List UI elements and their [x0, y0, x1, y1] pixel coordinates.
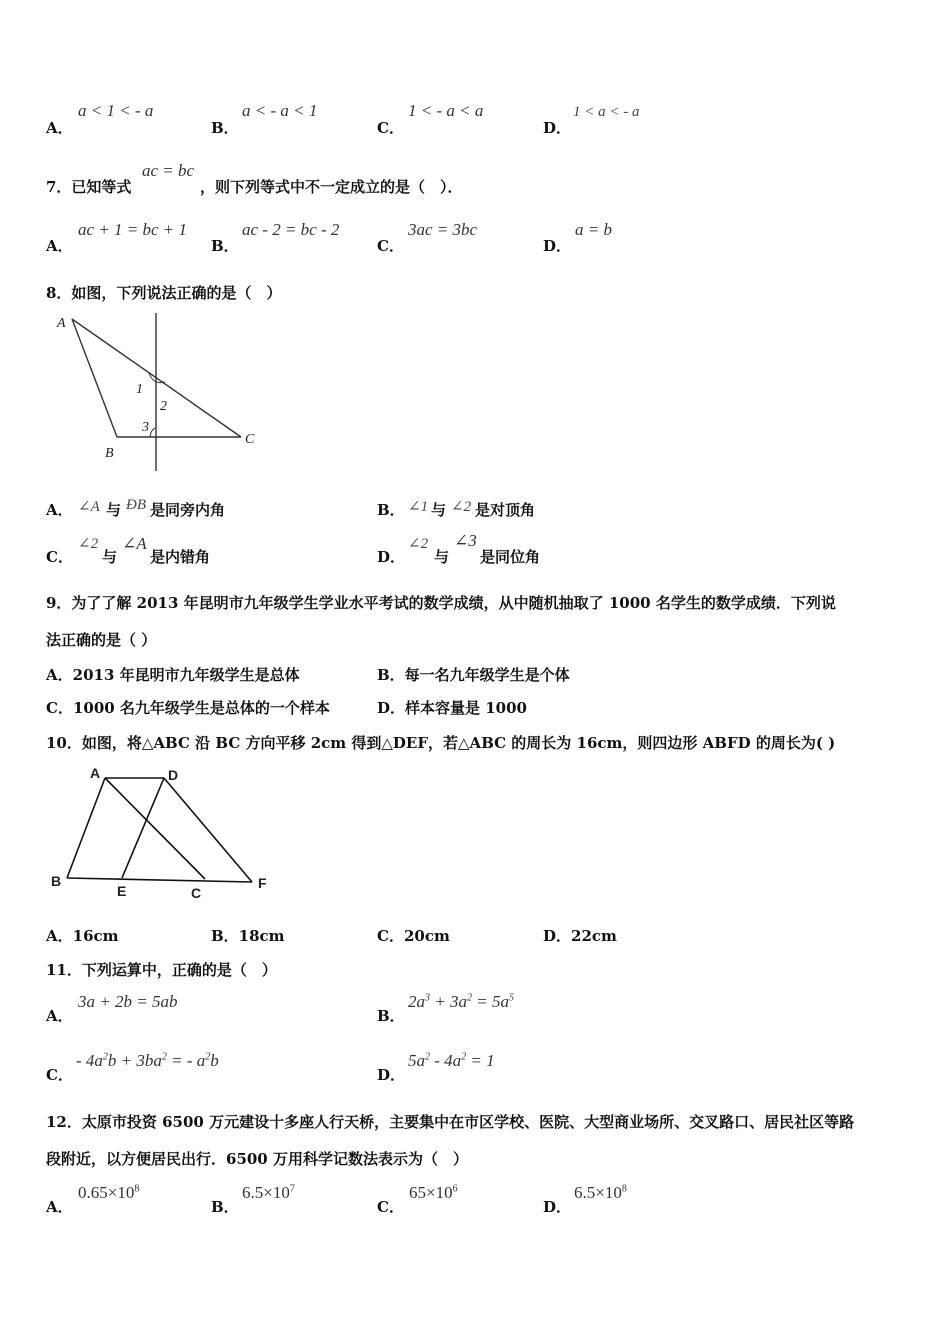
- q11-option-a-text: 3a + 2b = 5ab: [78, 992, 178, 1011]
- q11-option-b-letter[interactable]: B．: [377, 1007, 405, 1025]
- q11-option-c-expr: [76, 1051, 219, 1071]
- q11-option-d-expr: [408, 1051, 495, 1071]
- q11-d-exp1: 2: [425, 1051, 430, 1063]
- q12-b-exp: 7: [289, 1183, 295, 1195]
- q12-stem-line2: 段附近，以方便居民出行．6500 万用科学记数法表示为（ ）: [46, 1150, 468, 1168]
- q9-stem-line2: 法正确的是（ ）: [46, 631, 157, 649]
- q9-option-d[interactable]: D．样本容量是 1000: [377, 699, 527, 717]
- q11-option-c-letter[interactable]: C．: [46, 1066, 73, 1084]
- q7-option-b-letter[interactable]: B．: [211, 237, 239, 255]
- q12-c-base: 65×10: [409, 1183, 453, 1202]
- q12-option-c-expr: [409, 1183, 458, 1203]
- q10-segment-ac: [105, 778, 205, 879]
- q7-stem-pre: 7．已知等式: [46, 178, 132, 196]
- q10-option-c[interactable]: C．20cm: [377, 927, 450, 945]
- q12-option-b-letter[interactable]: B．: [211, 1198, 239, 1216]
- q8-triangle-figure: [55, 313, 265, 478]
- q10-segment-de: [122, 778, 164, 878]
- q11-c-exp2: 2: [161, 1051, 167, 1063]
- q8-option-d-m2: ∠3: [454, 531, 477, 550]
- q10-option-d[interactable]: D．22cm: [543, 927, 617, 945]
- q8-stem: 8．如图，下列说法正确的是（ ）: [46, 284, 282, 302]
- q10-label-f: F: [258, 875, 267, 891]
- q10-option-b[interactable]: B．18cm: [211, 927, 285, 945]
- q8-segment-ab: [72, 319, 117, 437]
- q8-option-c-letter[interactable]: C．: [46, 548, 73, 566]
- q10-label-b: B: [51, 873, 62, 889]
- q6-option-d-expr: 1 < a < - a: [573, 104, 640, 120]
- q8-option-b-mid: 与: [431, 501, 447, 519]
- q8-label-angle-2: 2: [160, 399, 167, 414]
- q8-option-b-m2: ∠2: [451, 499, 472, 515]
- q8-label-b: B: [105, 446, 114, 461]
- q6-option-d-letter[interactable]: D．: [543, 119, 572, 137]
- q8-option-d-post: 是同位角: [480, 548, 541, 566]
- q12-option-a-letter[interactable]: A．: [46, 1198, 73, 1216]
- q11-d-part3: = 1: [466, 1051, 495, 1070]
- q11-b-part3: = 5a: [471, 992, 509, 1011]
- q12-stem-line1: 12．太原市投资 6500 万元建设十多座人行天桥，主要集中在市区学校、医院、大型商业场所、交叉路口、居民社区等路: [46, 1113, 855, 1131]
- q12-a-exp: 8: [134, 1183, 140, 1195]
- q11-b-part2: + 3a: [430, 992, 467, 1011]
- q8-label-angle-1: 1: [136, 382, 143, 397]
- q9-option-b[interactable]: B．每一名九年级学生是个体: [377, 666, 570, 684]
- q11-c-part1: - 4a: [76, 1051, 103, 1070]
- q8-label-angle-3: 3: [142, 420, 149, 435]
- q11-stem: 11．下列运算中，正确的是（ ）: [46, 961, 277, 979]
- q7-condition: ac = bc: [142, 161, 195, 180]
- q12-option-c-letter[interactable]: C．: [377, 1198, 404, 1216]
- q11-b-part1: 2a: [408, 992, 425, 1011]
- q12-d-exp: 8: [621, 1183, 627, 1195]
- q12-option-a-expr: [78, 1183, 139, 1203]
- q8-angle-arc-3: [150, 428, 156, 437]
- q8-option-b-m1: ∠1: [408, 499, 429, 515]
- q10-segment-ab: [67, 778, 105, 878]
- q11-b-exp3: 5: [508, 992, 514, 1004]
- q9-option-a[interactable]: A．2013 年昆明市九年级学生是总体: [46, 666, 300, 684]
- q8-option-a-m2: ÐB: [126, 497, 146, 513]
- q10-stem: 10．如图，将△ABC 沿 BC 方向平移 2cm 得到△DEF，若△ABC 的周长为 16cm，则四边形 ABFD 的周长为( ): [46, 734, 836, 752]
- q6-option-c-letter[interactable]: C．: [377, 119, 404, 137]
- q8-option-c-m2: ∠A: [122, 534, 147, 553]
- q11-c-part3: = - a: [166, 1051, 206, 1070]
- q11-option-b-expr: [408, 992, 514, 1012]
- q12-d-base: 6.5×10: [574, 1183, 622, 1202]
- q10-segment-bf: [67, 878, 252, 882]
- q8-option-b-letter[interactable]: B．: [377, 501, 405, 519]
- q11-c-exp1: 2: [102, 1051, 108, 1063]
- q8-label-c: C: [245, 432, 255, 447]
- q12-a-base: 0.65×10: [78, 1183, 135, 1202]
- q6-option-a-expr: a < 1 < - a: [78, 101, 154, 120]
- q8-option-c-m1: ∠2: [78, 536, 99, 552]
- q10-label-e: E: [117, 883, 127, 899]
- q10-label-a: A: [90, 765, 101, 781]
- q10-translation-figure: [48, 765, 278, 905]
- q11-b-exp1: 3: [425, 992, 430, 1004]
- q8-option-c-mid: 与: [102, 548, 118, 566]
- q11-d-part2: - 4a: [430, 1051, 462, 1070]
- q6-option-b-letter[interactable]: B．: [211, 119, 239, 137]
- q7-option-c-letter[interactable]: C．: [377, 237, 404, 255]
- q10-segment-df: [164, 778, 252, 882]
- q7-option-b-expr: ac - 2 = bc - 2: [242, 220, 340, 239]
- q7-option-c-expr: 3ac = 3bc: [408, 220, 478, 239]
- q11-b-exp2: 2: [466, 992, 472, 1004]
- q8-option-a-letter[interactable]: A．: [46, 501, 73, 519]
- q11-d-part1: 5a: [408, 1051, 425, 1070]
- q8-label-a: A: [57, 316, 66, 331]
- q8-option-d-letter[interactable]: D．: [377, 548, 406, 566]
- q12-c-exp: 6: [452, 1183, 458, 1195]
- q11-option-a-letter[interactable]: A．: [46, 1007, 73, 1025]
- q11-c-part2: b + 3ba: [107, 1051, 162, 1070]
- q11-option-a-expr: [78, 992, 177, 1012]
- q10-label-d: D: [168, 767, 179, 783]
- q10-option-a[interactable]: A．16cm: [46, 927, 119, 945]
- q12-option-d-expr: [574, 1183, 627, 1203]
- q8-option-d-mid: 与: [434, 548, 450, 566]
- q12-option-b-expr: [242, 1183, 295, 1203]
- q7-option-a-expr: ac + 1 = bc + 1: [78, 220, 188, 239]
- q11-option-d-letter[interactable]: D．: [377, 1066, 406, 1084]
- q11-c-part4: b: [210, 1051, 219, 1070]
- q7-option-d-expr: a = b: [575, 220, 612, 239]
- q6-option-c-expr: 1 < - a < a: [408, 101, 484, 120]
- q12-option-d-letter[interactable]: D．: [543, 1198, 572, 1216]
- q12-b-base: 6.5×10: [242, 1183, 290, 1202]
- q11-d-exp2: 2: [461, 1051, 467, 1063]
- q6-option-a-letter[interactable]: A．: [46, 119, 73, 137]
- q9-option-c[interactable]: C．1000 名九年级学生是总体的一个样本: [46, 699, 330, 717]
- q6-option-b-expr: a < - a < 1: [242, 101, 318, 120]
- q8-option-a-m1: ∠A: [78, 499, 100, 515]
- q8-option-c-post: 是内错角: [150, 548, 211, 566]
- q10-label-c: C: [191, 885, 202, 901]
- q7-stem-post: ，则下列等式中不一定成立的是（ ）．: [200, 178, 463, 196]
- q7-option-a-letter[interactable]: A．: [46, 237, 73, 255]
- q8-option-a-mid: 与: [106, 501, 122, 519]
- q8-option-b-post: 是对顶角: [475, 501, 536, 519]
- q8-option-d-m1: ∠2: [408, 536, 429, 552]
- q11-c-exp3: 2: [205, 1051, 211, 1063]
- q7-option-d-letter[interactable]: D．: [543, 237, 572, 255]
- q8-option-a-post: 是同旁内角: [150, 501, 226, 519]
- q9-stem-line1: 9．为了了解 2013 年昆明市九年级学生学业水平考试的数学成绩，从中随机抽取了 1000 名学生的数学成绩．下列说: [46, 594, 836, 612]
